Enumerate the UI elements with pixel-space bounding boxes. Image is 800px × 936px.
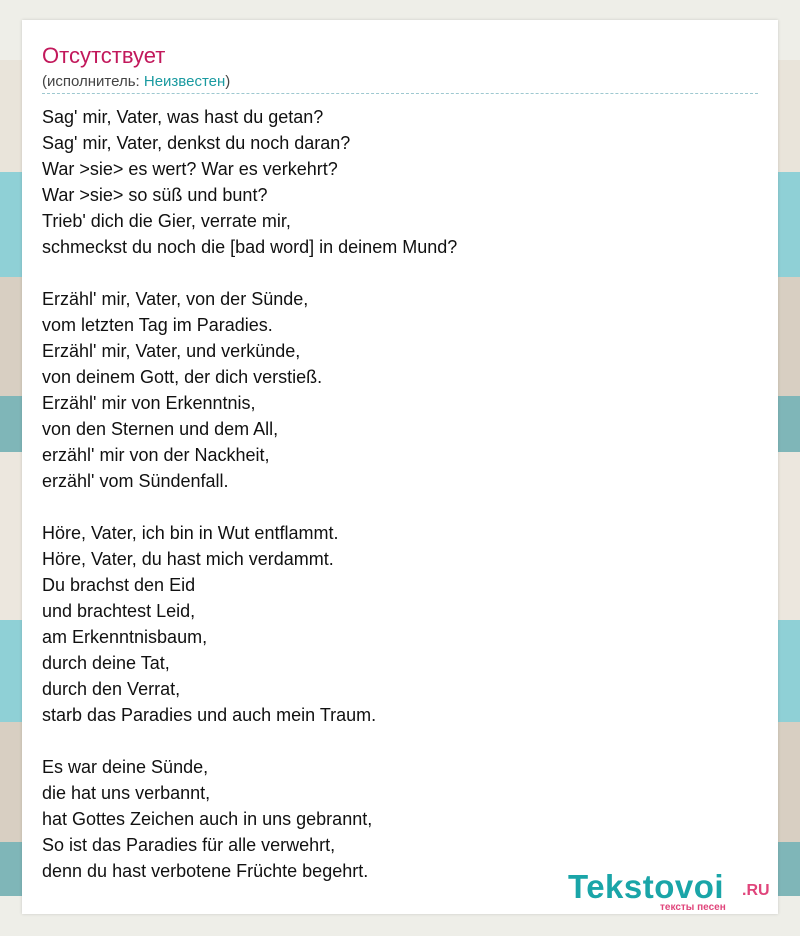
lyrics-line: die hat uns verbannt, [42, 783, 211, 803]
artist-prefix: (исполнитель: [42, 73, 144, 90]
lyrics-stanza [42, 754, 758, 884]
lyrics-stanza [42, 286, 758, 494]
lyrics-line: schmeckst du noch die [bad word] in deinem Mund? [42, 237, 458, 257]
lyrics-line: So ist das Paradies für alle verwehrt, [42, 835, 336, 855]
site-logo[interactable] [568, 868, 788, 916]
lyrics-line: Höre, Vater, du hast mich verdammt. [42, 549, 334, 569]
lyrics-line: hat Gottes Zeichen auch in uns gebrannt, [42, 809, 373, 829]
lyrics-line: Höre, Vater, ich bin in Wut entflammt. [42, 523, 339, 543]
lyrics-line: denn du hast verbotene Früchte begehrt. [42, 861, 369, 881]
lyrics-line: Trieb' dich die Gier, verrate mir, [42, 211, 291, 231]
lyrics-line: Erzähl' mir von Erkenntnis, [42, 393, 256, 413]
lyrics-line: Sag' mir, Vater, denkst du noch daran? [42, 133, 351, 153]
lyrics-line: starb das Paradies und auch mein Traum. [42, 705, 377, 725]
artist-line [42, 73, 230, 91]
artist-suffix: ) [225, 73, 231, 90]
lyrics-body [42, 104, 758, 910]
lyrics-card [22, 20, 778, 914]
lyrics-line: und brachtest Leid, [42, 601, 196, 621]
logo-wordmark: Tekstovoi [568, 868, 725, 905]
lyrics-line: am Erkenntnisbaum, [42, 627, 208, 647]
lyrics-line: Erzähl' mir, Vater, von der Sünde, [42, 289, 309, 309]
lyrics-line: durch den Verrat, [42, 679, 181, 699]
lyrics-stanza [42, 520, 758, 728]
lyrics-line: Du brachst den Eid [42, 575, 196, 595]
lyrics-line: erzähl' vom Sündenfall. [42, 471, 229, 491]
lyrics-line: erzähl' mir von der Nackheit, [42, 445, 270, 465]
lyrics-line: Es war deine Sünde, [42, 757, 209, 777]
title-divider [42, 93, 758, 94]
artist-link[interactable]: Неизвестен [143, 73, 226, 90]
lyrics-line: War >sie> so süß und bunt? [42, 185, 268, 205]
logo-tagline: тексты песен [660, 902, 726, 913]
lyrics-line: vom letzten Tag im Paradies. [42, 315, 273, 335]
lyrics-line: Sag' mir, Vater, was hast du getan? [42, 107, 324, 127]
lyrics-line: von den Sternen und dem All, [42, 419, 279, 439]
logo-domain: .RU [742, 882, 770, 899]
lyrics-stanza [42, 104, 758, 260]
lyrics-line: War >sie> es wert? War es verkehrt? [42, 159, 338, 179]
lyrics-line: Erzähl' mir, Vater, und verkünde, [42, 341, 301, 361]
lyrics-line: von deinem Gott, der dich verstieß. [42, 367, 323, 387]
lyrics-line: durch deine Tat, [42, 653, 170, 673]
song-title: Отсутствует [42, 43, 166, 68]
